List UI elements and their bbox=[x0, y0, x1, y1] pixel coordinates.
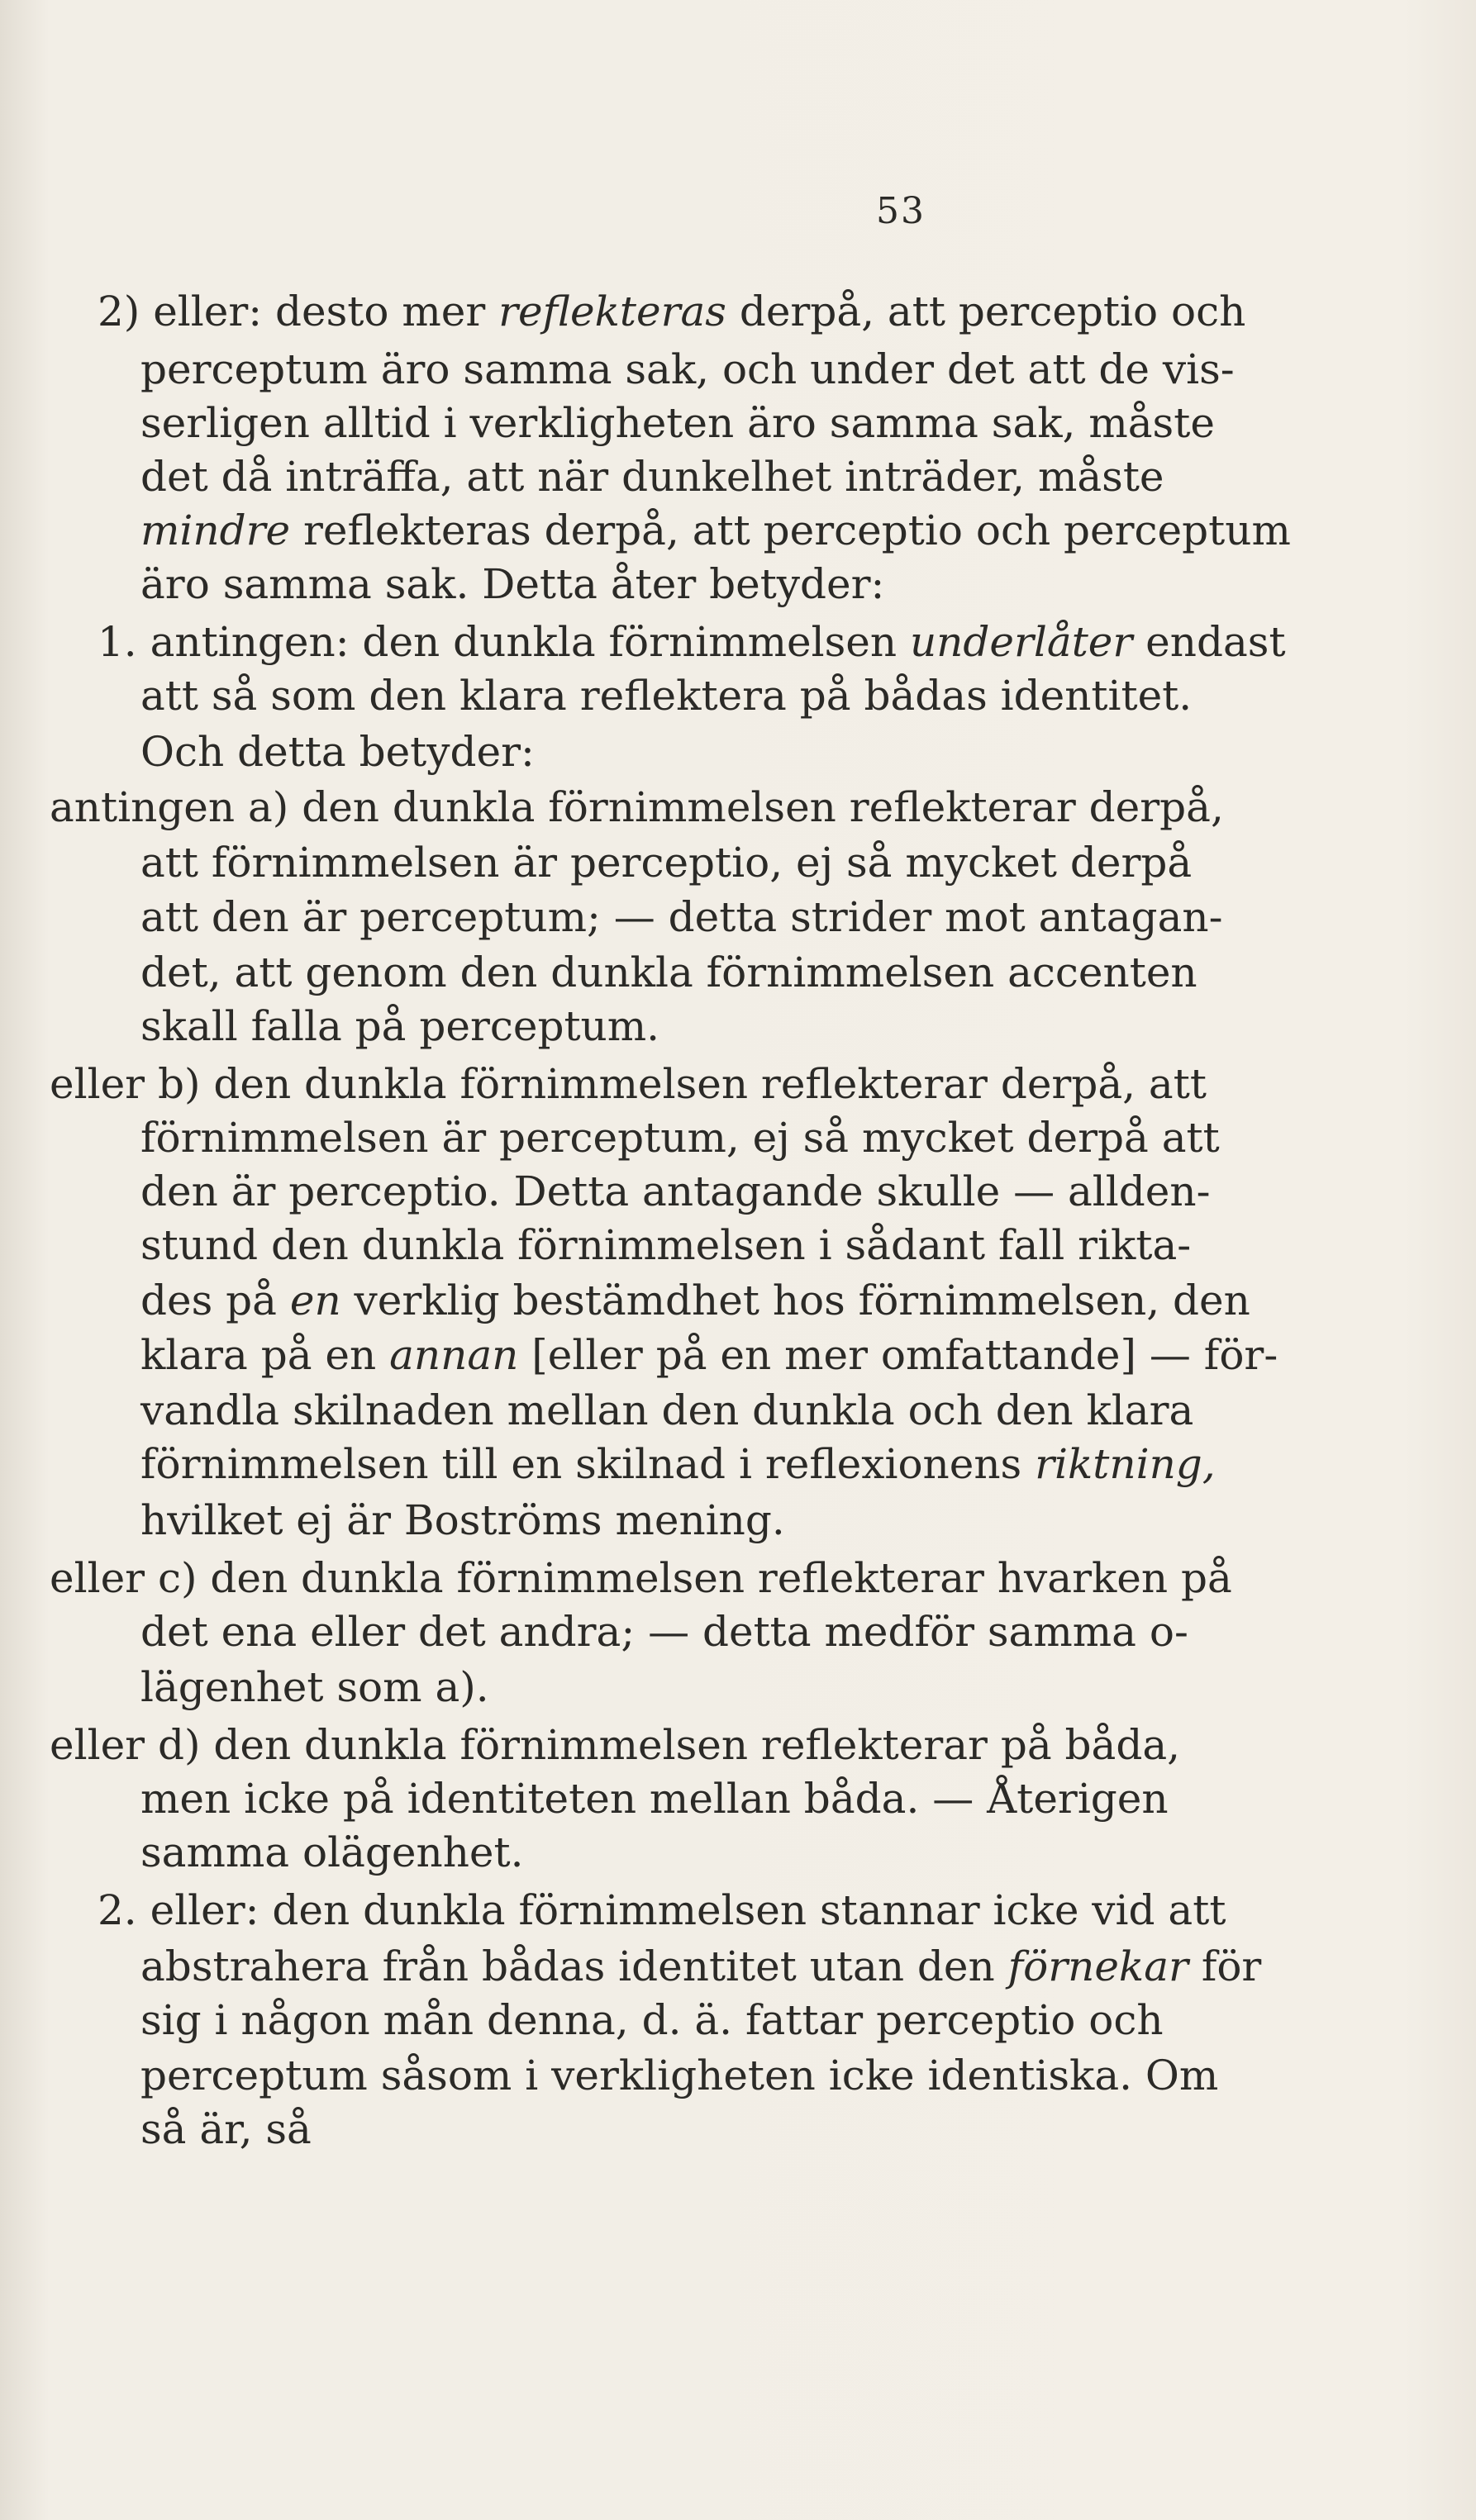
text-run: det ena eller det andra; — detta medför samma o- bbox=[140, 1608, 1188, 1656]
text-line bbox=[140, 1826, 523, 1879]
text-line bbox=[140, 1994, 1164, 2047]
text-run: 2. eller: den dunkla förnimmelsen stannar icke vid att bbox=[98, 1886, 1226, 1934]
text-run: [eller på en mer omfattande] — för- bbox=[518, 1331, 1278, 1379]
text-line bbox=[140, 558, 884, 611]
text-run: att förnimmelsen är perceptio, ej så mycket derpå bbox=[140, 839, 1193, 887]
text-line bbox=[140, 669, 1192, 722]
text-line bbox=[140, 1219, 1191, 1272]
text-run: sig i någon mån denna, d. ä. fattar perceptio och bbox=[140, 1996, 1164, 2044]
text-run: förnimmelsen till en skilnad i reflexionens bbox=[140, 1440, 1036, 1488]
text-run: äro samma sak. Detta åter betyder: bbox=[140, 560, 885, 608]
text-run: skall falla på perceptum. bbox=[140, 1002, 660, 1050]
text-line bbox=[140, 2103, 312, 2156]
text-line bbox=[140, 1111, 1220, 1164]
text-line bbox=[140, 891, 1222, 944]
text-line bbox=[140, 946, 1197, 999]
text-line bbox=[140, 2049, 1218, 2102]
text-line bbox=[50, 1719, 1180, 1771]
text-line bbox=[140, 1494, 785, 1547]
italic-emphasis: riktning, bbox=[1035, 1440, 1216, 1488]
italic-emphasis: förnekar bbox=[1007, 1942, 1188, 1990]
text-run: verklig bestämdhet hos förnimmelsen, den bbox=[340, 1277, 1250, 1324]
text-run: men icke på identiteten mellan båda. — Återigen bbox=[140, 1775, 1169, 1823]
text-run: eller c) den dunkla förnimmelsen reflekterar hvarken på bbox=[50, 1554, 1232, 1602]
text-line bbox=[140, 1661, 489, 1714]
italic-emphasis: en bbox=[289, 1277, 341, 1324]
text-run: det då inträffa, att när dunkelhet inträder, måste bbox=[140, 453, 1164, 501]
text-line bbox=[98, 285, 1245, 338]
text-run: abstrahera från bådas identitet utan den bbox=[140, 1942, 1008, 1990]
text-line bbox=[50, 1552, 1232, 1605]
text-line bbox=[140, 1940, 1261, 1993]
text-run: hvilket ej är Boströms mening. bbox=[140, 1496, 785, 1544]
text-line bbox=[140, 343, 1235, 396]
text-run: Och detta betyder: bbox=[140, 728, 535, 776]
text-run: eller d) den dunkla förnimmelsen reflekterar på båda, bbox=[50, 1721, 1181, 1769]
text-run: eller b) den dunkla förnimmelsen reflekterar derpå, att bbox=[50, 1060, 1207, 1108]
text-run: det, att genom den dunkla förnimmelsen accenten bbox=[140, 949, 1197, 996]
text-run: perceptum såsom i verkligheten icke identiska. Om bbox=[140, 2052, 1219, 2099]
text-line bbox=[140, 1165, 1210, 1218]
text-line bbox=[140, 725, 535, 778]
text-line bbox=[140, 1605, 1188, 1658]
text-run: samma olägenhet. bbox=[140, 1828, 524, 1876]
text-run: 1. antingen: den dunkla förnimmelsen bbox=[98, 618, 910, 666]
text-run: vandla skilnaden mellan den dunkla och den klara bbox=[140, 1386, 1194, 1434]
text-run: så är, så bbox=[140, 2105, 312, 2153]
text-run: 2) eller: desto mer bbox=[98, 288, 499, 335]
text-line bbox=[140, 836, 1192, 889]
text-run: att den är perceptum; — detta strider mot antagan- bbox=[140, 893, 1223, 941]
text-run: des på bbox=[140, 1277, 290, 1324]
text-run: antingen a) den dunkla förnimmelsen reflekterar derpå, bbox=[50, 783, 1224, 831]
text-line bbox=[50, 1058, 1207, 1110]
text-run: förnimmelsen är perceptum, ej så mycket derpå att bbox=[140, 1114, 1220, 1162]
text-run: att så som den klara reflektera på bådas identitet. bbox=[140, 672, 1193, 720]
text-line bbox=[140, 1438, 1216, 1491]
text-line bbox=[140, 1000, 659, 1053]
page-number: 53 bbox=[876, 190, 926, 232]
text-line bbox=[140, 1772, 1169, 1825]
text-run: för bbox=[1188, 1942, 1262, 1990]
text-run: endast bbox=[1132, 618, 1286, 666]
text-run: den är perceptio. Detta antagande skulle — allden- bbox=[140, 1167, 1211, 1215]
italic-emphasis: mindre bbox=[140, 506, 291, 554]
text-run: stund den dunkla förnimmelsen i sådant fall rikta- bbox=[140, 1221, 1192, 1269]
italic-emphasis: annan bbox=[389, 1331, 519, 1379]
text-run: lägenhet som a). bbox=[140, 1663, 489, 1711]
italic-emphasis: underlåter bbox=[909, 618, 1133, 666]
text-line bbox=[140, 450, 1164, 503]
text-run: klara på en bbox=[140, 1331, 390, 1379]
text-line bbox=[140, 1384, 1193, 1437]
text-line bbox=[98, 1884, 1226, 1937]
text-run: derpå, att perceptio och bbox=[726, 288, 1246, 335]
text-line bbox=[140, 1274, 1250, 1327]
text-line bbox=[140, 397, 1215, 449]
text-run: reflekteras derpå, att perceptio och perceptum bbox=[290, 506, 1291, 554]
text-line bbox=[140, 1329, 1278, 1381]
text-run: perceptum äro samma sak, och under det att de vis- bbox=[140, 345, 1235, 393]
text-line bbox=[50, 781, 1224, 834]
text-line bbox=[98, 616, 1286, 668]
italic-emphasis: reflekteras bbox=[498, 288, 726, 335]
text-line bbox=[140, 504, 1291, 557]
text-run: serligen alltid i verkligheten äro samma sak, måste bbox=[140, 399, 1215, 447]
